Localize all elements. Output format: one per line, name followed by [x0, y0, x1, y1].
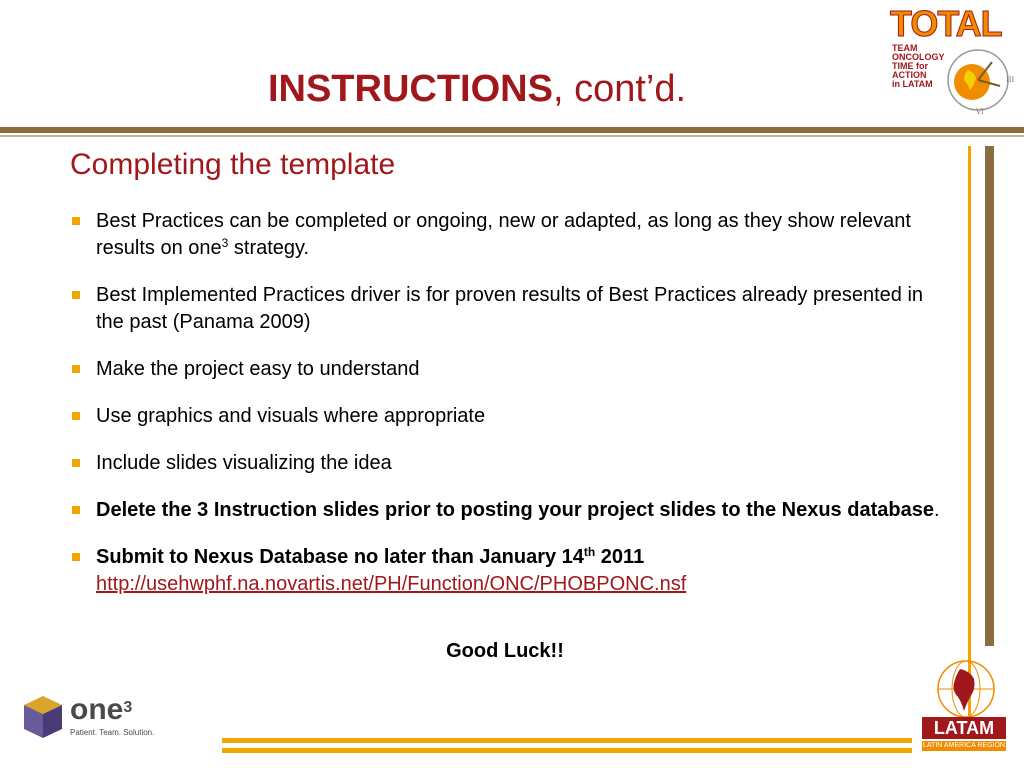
list-item: [70, 403, 950, 430]
bottom-divider: [222, 738, 912, 743]
list-item: [70, 544, 950, 598]
nexus-database-link[interactable]: http://usehwphf.na.novartis.net/PH/Function/ONC/PHOBPONC.nsf: [96, 573, 687, 595]
list-item-text: Submit to Nexus Database no later than January 14: [96, 546, 584, 568]
list-item-text-bold: Delete the 3 Instruction slides prior to posting your project slides to the Nexus database: [96, 499, 934, 521]
top-divider-thin: [0, 135, 1024, 137]
one3-logo-word: [70, 694, 132, 726]
one3-logo: [18, 690, 155, 742]
total-logo-word: TOTAL: [890, 3, 1002, 44]
total-logo-line3: in LATAM: [892, 79, 933, 89]
bottom-divider-second: [222, 748, 912, 753]
list-item-text: Use graphics and visuals where appropriate: [96, 405, 486, 427]
list-item-text-after: .: [933, 499, 940, 521]
latam-logo-sub: LATIN AMERICA REGION: [923, 742, 1005, 749]
one3-word: one: [70, 693, 124, 726]
one3-tagline: Patient. Team. Solution.: [70, 728, 155, 737]
total-logo-line2: TIME for ACTION: [892, 61, 928, 80]
list-item: [70, 208, 950, 262]
bullet-square-icon: [72, 365, 80, 373]
list-item-text-after: strategy.: [228, 237, 310, 259]
svg-text:VI: VI: [976, 108, 984, 116]
latam-logo: [918, 655, 1010, 755]
globe-clock-icon: [942, 42, 1014, 116]
list-item-text: Include slides visualizing the idea: [96, 452, 392, 474]
total-logo-line1: TEAM ONCOLOGY: [892, 43, 945, 62]
svg-text:III: III: [1006, 76, 1014, 84]
list-item: [70, 282, 950, 336]
closing-text: Good Luck!!: [446, 640, 564, 662]
instruction-list: [70, 208, 950, 618]
bullet-square-icon: [72, 291, 80, 299]
bullet-square-icon: [72, 459, 80, 467]
cube-icon: [22, 694, 64, 740]
bullet-square-icon: [72, 553, 80, 561]
superscript: th: [583, 545, 596, 559]
total-logo: [884, 4, 1016, 116]
list-item-text-after: 2011: [595, 546, 645, 568]
list-item-text: Best Implemented Practices driver is for proven results of Best Practices already presented in the past (Panama 2009): [96, 284, 924, 333]
slide-title-rest: , cont’d.: [552, 68, 687, 110]
list-item: [70, 450, 950, 477]
bullet-square-icon: [72, 506, 80, 514]
slide-title-bold: INSTRUCTIONS: [267, 68, 553, 110]
one3-sup: 3: [123, 699, 133, 716]
list-item: [70, 497, 950, 524]
section-subtitle: Completing the template: [70, 148, 396, 181]
bullet-square-icon: [72, 412, 80, 420]
list-item-text: Make the project easy to understand: [96, 358, 420, 380]
globe-icon: [928, 655, 1004, 719]
top-divider: [0, 127, 1024, 133]
bullet-square-icon: [72, 217, 80, 225]
right-vertical-bar-thick: [985, 146, 994, 646]
latam-logo-word: LATAM: [922, 717, 1006, 739]
list-item: [70, 356, 950, 383]
superscript: 3: [221, 236, 229, 250]
slide-title: [0, 66, 954, 112]
list-item-text: Best Practices can be completed or ongoing, new or adapted, as long as they show relevant results on one: [96, 210, 911, 259]
